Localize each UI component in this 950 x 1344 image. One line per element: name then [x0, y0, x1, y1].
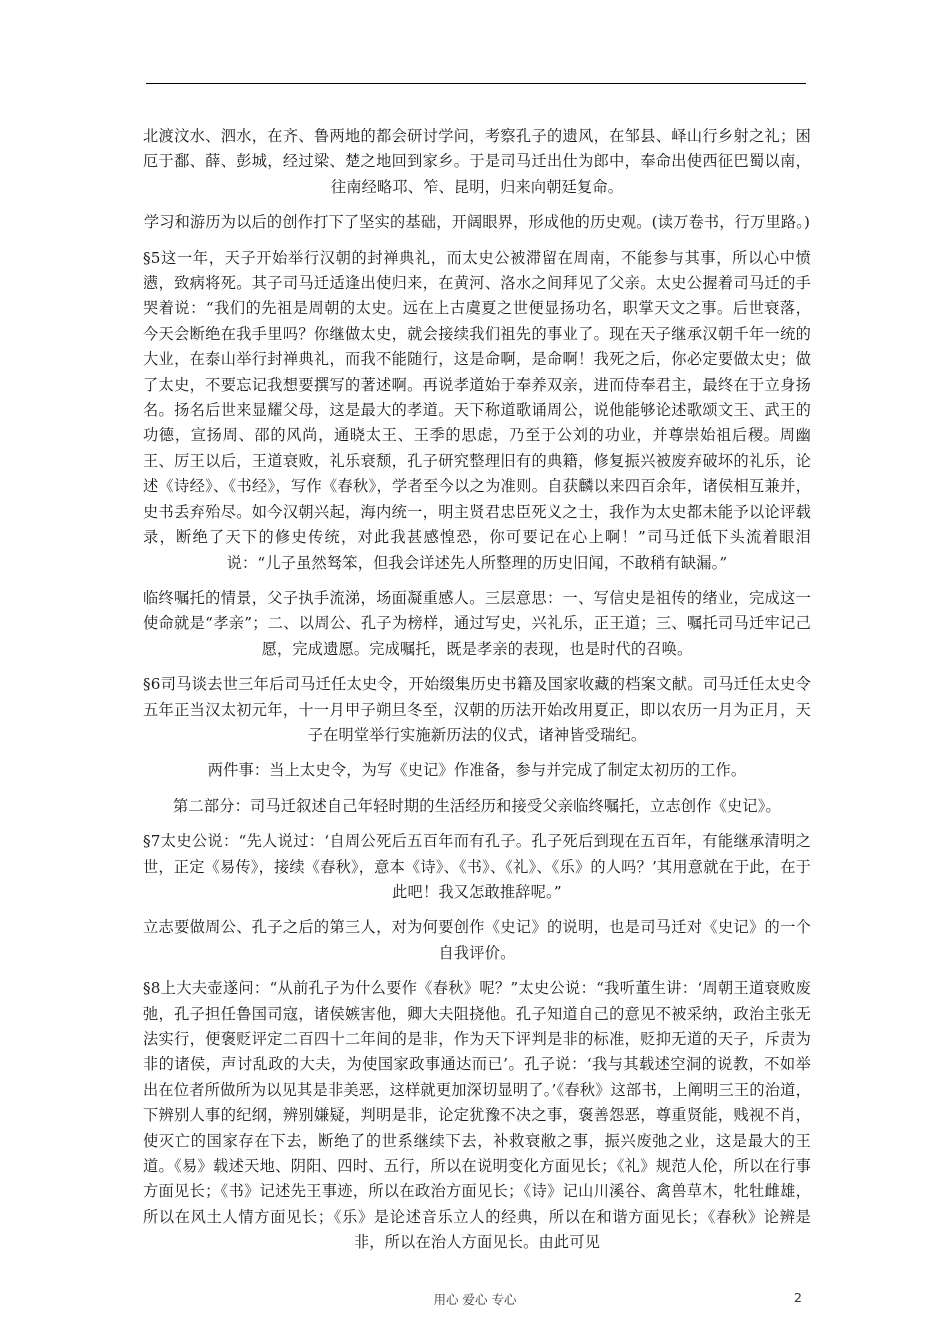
paragraph-section-7: §7太史公说：“先人说过：‘自周公死后五百年而有孔子。孔子死后到现在五百年，有能继承清明之世，正定《易传》，接续《春秋》，意本《诗》、《书》、《礼》、《乐》的人吗？’其用意就在于此，在于此吧！我又怎敢推辞呢。”	[143, 832, 811, 901]
paragraph-travels-comment: 学习和游历为以后的创作打下了坚实的基础，开阔眼界，形成他的历史观。(读万卷书，行万里路。)	[143, 213, 811, 232]
page-body	[143, 124, 811, 1266]
paragraph-two-events: 两件事：当上太史令，为写《史记》作准备，参与并完成了制定太初历的工作。	[207, 761, 747, 780]
paragraph-resolve-comment: 立志要做周公、孔子之后的第三人，对为何要创作《史记》的说明，也是司马迁对《史记》的一个自我评价。	[143, 918, 811, 962]
paragraph-section-6: §6司马谈去世三年后司马迁任太史令，开始缀集历史书籍及国家收藏的档案文献。司马迁任太史令五年正当汉太初元年，十一月甲子朔旦冬至，汉朝的历法开始改用夏正，即以农历一月为正月，天子在明堂举行实施新历法的仪式，诸神皆受瑞纪。	[143, 675, 811, 744]
paragraph-part-two: 第二部分：司马迁叙述自己年轻时期的生活经历和接受父亲临终嘱托，立志创作《史记》。	[173, 796, 781, 815]
paragraph-section-8: §8上大夫壶遂问：“从前孔子为什么要作《春秋》呢？”太史公说：“我听董生讲：‘周朝王道衰败废弛，孔子担任鲁国司寇，诸侯嫉害他，卿大夫阻挠他。孔子知道自己的意见不被采纳，政治主张无法实行，便褒贬评定二百四十二年间的是非，作为天下评判是非的标准，贬抑无道的天子，斥责为非的诸侯，声讨乱政的大夫，为使国家政事通达而已’。孔子说：‘我与其载述空洞的说教，不如举出在位者所做所为以见其是非美恶，这样就更加深切显明了。’《春秋》这部书，上阐明三王的治道，下辨别人事的纪纲，辨别嫌疑，判明是非，论定犹豫不决之事，褒善怨恶，尊重贤能，贱视不肖，使灭亡的国家存在下去，断绝了的世系继续下去，补救衰敝之事，振兴废弛之业，这是最大的王道。《易》载述天地、阴阳、四时、五行，所以在说明变化方面见长；《礼》规范人伦，所以在行事方面见长；《书》记述先王事迹，所以在政治方面见长；《诗》记山川溪谷、禽兽草木，牝牡雌雄，所以在风土人情方面见长；《乐》是论述音乐立人的经典，所以在和谐方面见长；《春秋》论辨是非，所以在治人方面见长。由此可见	[143, 979, 811, 1252]
page-footer	[0, 1290, 950, 1312]
paragraph-section-5: §5这一年，天子开始举行汉朝的封禅典礼，而太史公被滞留在周南，不能参与其事，所以心中愤懑，致病将死。其子司马迁适逢出使归来，在黄河、洛水之间拜见了父亲。太史公握着司马迁的手哭着说：“我们的先祖是周朝的太史。远在上古虞夏之世便显扬功名，职掌天文之事。后世衰落，今天会断绝在我手里吗？你继做太史，就会接续我们祖先的事业了。现在天子继承汉朝千年一统的大业，在泰山举行封禅典礼，而我不能随行，这是命啊，是命啊！我死之后，你必定要做太史；做了太史，不要忘记我想要撰写的著述啊。再说孝道始于奉养双亲，进而侍奉君主，最终在于立身扬名。扬名后世来显耀父母，这是最大的孝道。天下称道歌诵周公，说他能够论述歌颂文王、武王的功德，宣扬周、邵的风尚，通晓太王、王季的思虑，乃至于公刘的功业，并尊崇始祖后稷。周幽王、厉王以后，王道衰败，礼乐衰颓，孔子研究整理旧有的典籍，修复振兴被废弃破坏的礼乐，论述《诗经》、《书经》，写作《春秋》，学者至今以之为准则。自获麟以来四百余年，诸侯相互兼并，史书丢弃殆尽。如今汉朝兴起，海内统一，明主贤君忠臣死义之士，我作为太史都未能予以论评载录，断绝了天下的修史传统，对此我甚感惶恐，你可要记在心上啊！”司马迁低下头流着眼泪说：“儿子虽然驽笨，但我会详述先人所整理的历史旧闻，不敢稍有缺漏。”	[143, 248, 811, 572]
paragraph-travels: 北渡汶水、泗水，在齐、鲁两地的都会研讨学问，考察孔子的遗风，在邹县、峄山行乡射之礼；困厄于鄱、薛、彭城，经过梁、楚之地回到家乡。于是司马迁出仕为郎中，奉命出使西征巴蜀以南，往南经略邛、笮、昆明，归来向朝廷复命。	[143, 127, 811, 196]
footer-motto: 用心 爱心 专心	[433, 1292, 517, 1307]
paragraph-deathbed-comment: 临终嘱托的情景，父子执手流涕，场面凝重感人。三层意思：一、写信史是祖传的绪业，完成这一使命就是“孝亲”；二、以周公、孔子为榜样，通过写史，兴礼乐，正王道；三、嘱托司马迁牢记己愿，完成遗愿。完成嘱托，既是孝亲的表现，也是时代的召唤。	[143, 588, 811, 658]
header-rule	[146, 83, 806, 84]
page-number: 2	[794, 1290, 802, 1305]
